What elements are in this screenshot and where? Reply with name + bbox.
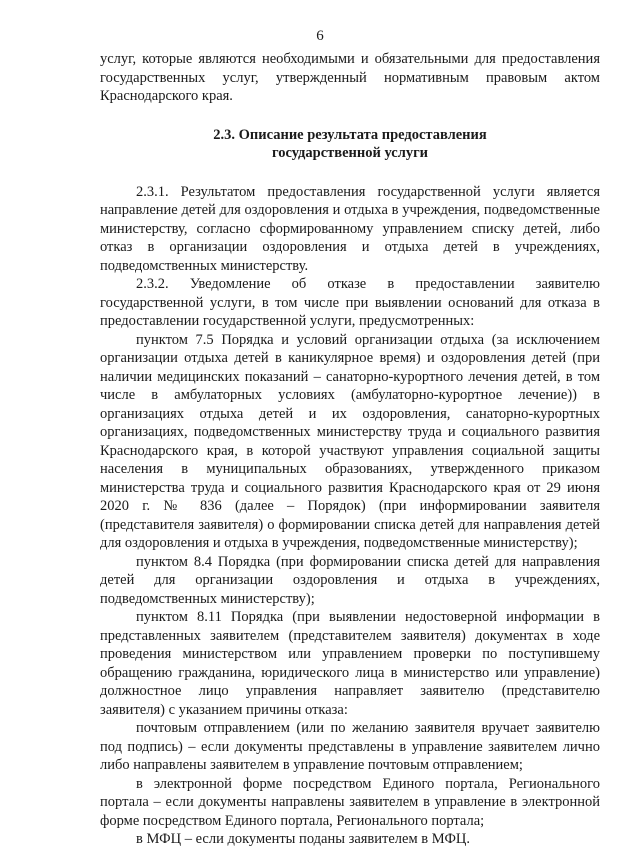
intro-paragraph: услуг, которые являются необходимыми и обязательными для предоставления государственных услуг, утвержденный нормативным правовым актом Краснодарского края. bbox=[100, 51, 600, 104]
paragraph-point-7-5: пунктом 7.5 Порядка и условий организации отдыха (за исключением организации отдыха детей в каникулярное время) и оздоровления детей (при наличии медицинских показаний – санаторно-курортного лечения детей, в том числе в амбулаторных условиях (амбулаторно-курортное лечение)) в организациях отдыха детей и их оздоровления, санаторно-курортных организациях, подведомственных министерству труда и социального развития Краснодарского края, в которой участвуют управления социальной защиты населения в муниципальных образованиях, утвержденного приказом министерства труда и социального развития Краснодарского края от 29 июня 2020 г. № 836 (далее – Порядок) (при информировании заявителя (представителя заявителя) о формировании списка детей для направления детей для оздоровления и отдыха в учреждения, подведомственные министерству); bbox=[100, 331, 600, 551]
paragraph-mfc-delivery: в МФЦ – если документы поданы заявителем в МФЦ. bbox=[136, 831, 470, 847]
section-heading bbox=[100, 126, 600, 163]
paragraph-point-8-11: пунктом 8.11 Порядка (при выявлении недостоверной информации в представленных заявителем (представителем заявителя) документах в ходе проведения министерством или управлением проверки по поступившему обращению гражданина, юридического лица в министерство или управление) должностное лицо управления направляет заявителю (представителю заявителя) с указанием причины отказа: bbox=[100, 609, 600, 718]
page-number: 6 bbox=[316, 28, 324, 44]
paragraph-2-3-2: 2.3.2. Уведомление об отказе в предоставлении заявителю государственной услуги, в том числе при выявлении оснований для отказа в предоставлении государственной услуги, предусмотренных: bbox=[100, 276, 600, 329]
section-heading-line-2: государственной услуги bbox=[271, 145, 429, 161]
paragraph-electronic-delivery: в электронной форме посредством Единого портала, Регионального портала – если документы направлены заявителем в управление в электронной форме посредством Единого портала, Регионального портала; bbox=[100, 775, 600, 829]
document-body bbox=[100, 50, 600, 849]
paragraph-2-3-1: 2.3.1. Результатом предоставления государственной услуги является направление детей для оздоровления и отдыха в учреждения, подведомственные министерству, согласно сформированному управлением списку детей, либо отказ в организации оздоровления и отдыха детей в учреждениях, подведомственных министерству. bbox=[100, 183, 600, 274]
paragraph-point-8-4: пунктом 8.4 Порядка (при формировании списка детей для направления детей для организации оздоровления и отдыха в учреждениях, подведомственных министерству); bbox=[100, 553, 600, 607]
paragraph-postal-delivery: почтовым отправлением (или по желанию заявителя вручает заявителю под подпись) – если документы представлены в управление заявителем лично либо направлены заявителем в управление почтовым отправлением; bbox=[100, 720, 600, 773]
section-heading-line-1: 2.3. Описание результата предоставления bbox=[213, 126, 487, 143]
